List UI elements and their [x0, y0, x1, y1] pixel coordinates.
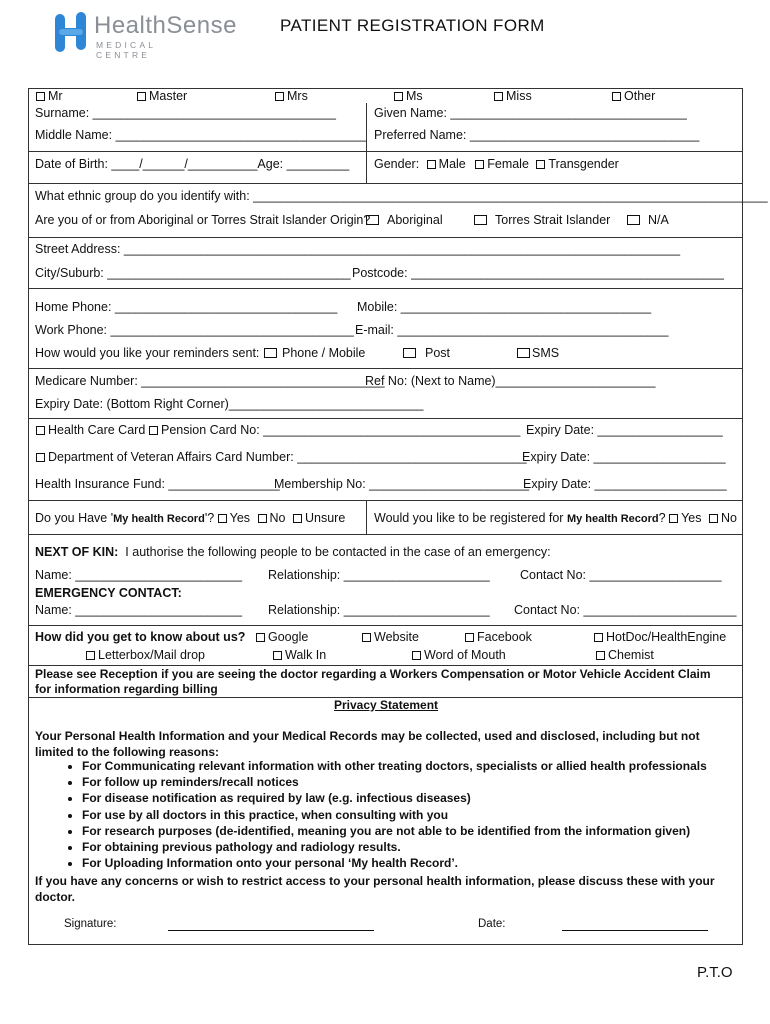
health-insurance-field[interactable]: Health Insurance Fund: ________________ [35, 477, 280, 491]
emergency-contact-field[interactable]: Contact No: ______________________ [514, 603, 737, 617]
reminder-post[interactable]: Post [403, 346, 450, 360]
checkbox-icon[interactable] [275, 92, 284, 101]
referral-website[interactable]: Website [362, 630, 419, 644]
email-field[interactable]: E-mail: _______________________________________ [355, 323, 669, 337]
dva-expiry-field[interactable]: Expiry Date: ___________________ [522, 450, 726, 464]
has-my-health-record: Do you Have 'My health Record'? Yes No Unsure [35, 511, 346, 525]
privacy-intro: Your Personal Health Information and your Medical Records may be collected, used and disclosed, including but not limited to the following reasons: [35, 729, 700, 759]
medicare-ref-field[interactable]: Ref No: (Next to Name)_______________________ [365, 374, 656, 388]
checkbox-icon[interactable] [669, 514, 678, 523]
emergency-name-field[interactable]: Name: ________________________ [35, 603, 243, 617]
insurance-expiry-field[interactable]: Expiry Date: ___________________ [523, 477, 727, 491]
referral-letterbox[interactable]: Letterbox/Mail drop [86, 648, 205, 662]
home-phone-field[interactable]: Home Phone: ________________________________ [35, 300, 338, 314]
signature-line[interactable] [168, 930, 374, 931]
referral-chemist[interactable]: Chemist [596, 648, 654, 662]
privacy-heading: Privacy Statement [334, 698, 439, 712]
atsi-torres-strait[interactable]: Torres Strait Islander [474, 213, 610, 227]
checkbox-icon[interactable] [474, 215, 487, 225]
street-address-field[interactable]: Street Address: ________________________________________________________________________________ [35, 242, 681, 256]
reminder-sms[interactable]: SMS [517, 346, 559, 360]
reminders-label: How would you like your reminders sent: [35, 346, 260, 360]
title-mr[interactable]: Mr [36, 89, 63, 103]
next-of-kin-heading: NEXT OF KIN: I authorise the following people to be contacted in the case of an emergency: [35, 545, 551, 559]
list-item: • For follow up reminders/recall notices [82, 774, 707, 790]
kin-relationship-field[interactable]: Relationship: _____________________ [268, 568, 490, 582]
given-name-field[interactable]: Given Name: __________________________________ [374, 106, 687, 120]
medicare-expiry-field[interactable]: Expiry Date: (Bottom Right Corner)____________________________ [35, 397, 424, 411]
checkbox-icon[interactable] [218, 514, 227, 523]
checkbox-icon[interactable] [594, 633, 603, 642]
medicare-number-field[interactable]: Medicare Number: ___________________________________ [35, 374, 385, 388]
checkbox-icon[interactable] [293, 514, 302, 523]
checkbox-icon[interactable] [427, 160, 436, 169]
reminder-phone[interactable]: Phone / Mobile [264, 346, 365, 360]
checkbox-icon[interactable] [86, 651, 95, 660]
atsi-aboriginal[interactable]: Aboriginal [366, 213, 443, 227]
kin-contact-field[interactable]: Contact No: ___________________ [520, 568, 722, 582]
referral-walk-in[interactable]: Walk In [273, 648, 326, 662]
ethnic-group-field[interactable]: What ethnic group do you identify with: __________________________________________________________________________ [35, 189, 768, 203]
date-line[interactable] [562, 930, 708, 931]
title-mrs[interactable]: Mrs [275, 89, 308, 103]
signature-label: Signature: [64, 918, 117, 930]
referral-question: How did you get to know about us? [35, 630, 246, 644]
dva-card-field[interactable]: Department of Veteran Affairs Card Number: _________________________________ [36, 450, 527, 464]
checkbox-icon[interactable] [264, 348, 277, 358]
health-care-card-option[interactable]: Health Care Card [36, 423, 145, 437]
checkbox-icon[interactable] [36, 92, 45, 101]
checkbox-icon[interactable] [475, 160, 484, 169]
healthsense-logo-icon [54, 10, 90, 54]
surname-field[interactable]: Surname: ___________________________________ [35, 106, 336, 120]
checkbox-icon[interactable] [627, 215, 640, 225]
referral-word-of-mouth[interactable]: Word of Mouth [412, 648, 506, 662]
checkbox-icon[interactable] [149, 426, 158, 435]
kin-name-field[interactable]: Name: ________________________ [35, 568, 243, 582]
atsi-na[interactable]: N/A [627, 213, 669, 227]
checkbox-icon[interactable] [517, 348, 530, 358]
postcode-field[interactable]: Postcode: _____________________________________________ [352, 266, 724, 280]
checkbox-icon[interactable] [36, 453, 45, 462]
checkbox-icon[interactable] [412, 651, 421, 660]
checkbox-icon[interactable] [273, 651, 282, 660]
list-item: • For Uploading Information onto your personal ‘My health Record’. [82, 855, 707, 871]
page-title: PATIENT REGISTRATION FORM [280, 16, 545, 35]
list-item: • For Communicating relevant information with other treating doctors, specialists or allied health professionals [82, 758, 707, 774]
checkbox-icon[interactable] [403, 348, 416, 358]
list-item: • For disease notification as required by law (e.g. infectious diseases) [82, 790, 707, 806]
checkbox-icon[interactable] [536, 160, 545, 169]
checkbox-icon[interactable] [362, 633, 371, 642]
checkbox-icon[interactable] [394, 92, 403, 101]
atsi-question: Are you of or from Aboriginal or Torres Strait Islander Origin? [35, 213, 371, 227]
title-other[interactable]: Other [612, 89, 655, 103]
date-label: Date: [478, 918, 506, 930]
checkbox-icon[interactable] [709, 514, 718, 523]
checkbox-icon[interactable] [256, 633, 265, 642]
emergency-contact-heading: EMERGENCY CONTACT: [35, 586, 182, 600]
card-expiry-field[interactable]: Expiry Date: __________________ [526, 423, 723, 437]
privacy-reasons-list [60, 758, 707, 871]
checkbox-icon[interactable] [36, 426, 45, 435]
referral-google[interactable]: Google [256, 630, 308, 644]
brand-sub: MEDICAL CENTRE [96, 40, 156, 60]
emergency-relationship-field[interactable]: Relationship: _____________________ [268, 603, 490, 617]
checkbox-icon[interactable] [366, 215, 379, 225]
list-item: • For research purposes (de-identified, meaning you are not able to be identified from the information given) [82, 823, 707, 839]
checkbox-icon[interactable] [258, 514, 267, 523]
dob-field[interactable]: Date of Birth: ____/______/__________Age: _________ [35, 157, 350, 171]
register-my-health-record: Would you like to be registered for My health Record? Yes No [374, 511, 737, 525]
city-field[interactable]: City/Suburb: ___________________________________ [35, 266, 351, 280]
pto-label: P.T.O [697, 964, 733, 981]
checkbox-icon[interactable] [137, 92, 146, 101]
middle-name-field[interactable]: Middle Name: ____________________________________ [35, 128, 366, 142]
workers-comp-notice: Please see Reception if you are seeing the doctor regarding a Workers Compensation or Motor Vehicle Accident Claim for information regarding billing [35, 667, 711, 696]
referral-hotdoc[interactable]: HotDoc/HealthEngine [594, 630, 726, 644]
checkbox-icon[interactable] [465, 633, 474, 642]
list-item: • For use by all doctors in this practice, when consulting with you [82, 807, 707, 823]
gender-label: Gender: [374, 157, 420, 171]
title-master[interactable]: Master [137, 89, 187, 103]
checkbox-icon[interactable] [612, 92, 621, 101]
preferred-name-field[interactable]: Preferred Name: _________________________________ [374, 128, 700, 142]
mobile-field[interactable]: Mobile: ____________________________________ [357, 300, 652, 314]
list-item: • For obtaining previous pathology and radiology results. [82, 839, 707, 855]
title-miss[interactable]: Miss [494, 89, 532, 103]
privacy-closing: If you have any concerns or wish to restrict access to your personal health information, please discuss these with your doctor. [35, 874, 715, 904]
title-ms[interactable]: Ms [394, 89, 423, 103]
checkbox-icon[interactable] [494, 92, 503, 101]
brand-name: HealthSense [94, 12, 237, 39]
checkbox-icon[interactable] [596, 651, 605, 660]
work-phone-field[interactable]: Work Phone: ___________________________________ [35, 323, 354, 337]
pension-card-field[interactable]: Pension Card No: _____________________________________ [149, 423, 520, 437]
membership-field[interactable]: Membership No: _______________________ [274, 477, 530, 491]
gender-group: Gender: Male Female Transgender [374, 157, 619, 171]
referral-facebook[interactable]: Facebook [465, 630, 532, 644]
logo [54, 10, 237, 60]
